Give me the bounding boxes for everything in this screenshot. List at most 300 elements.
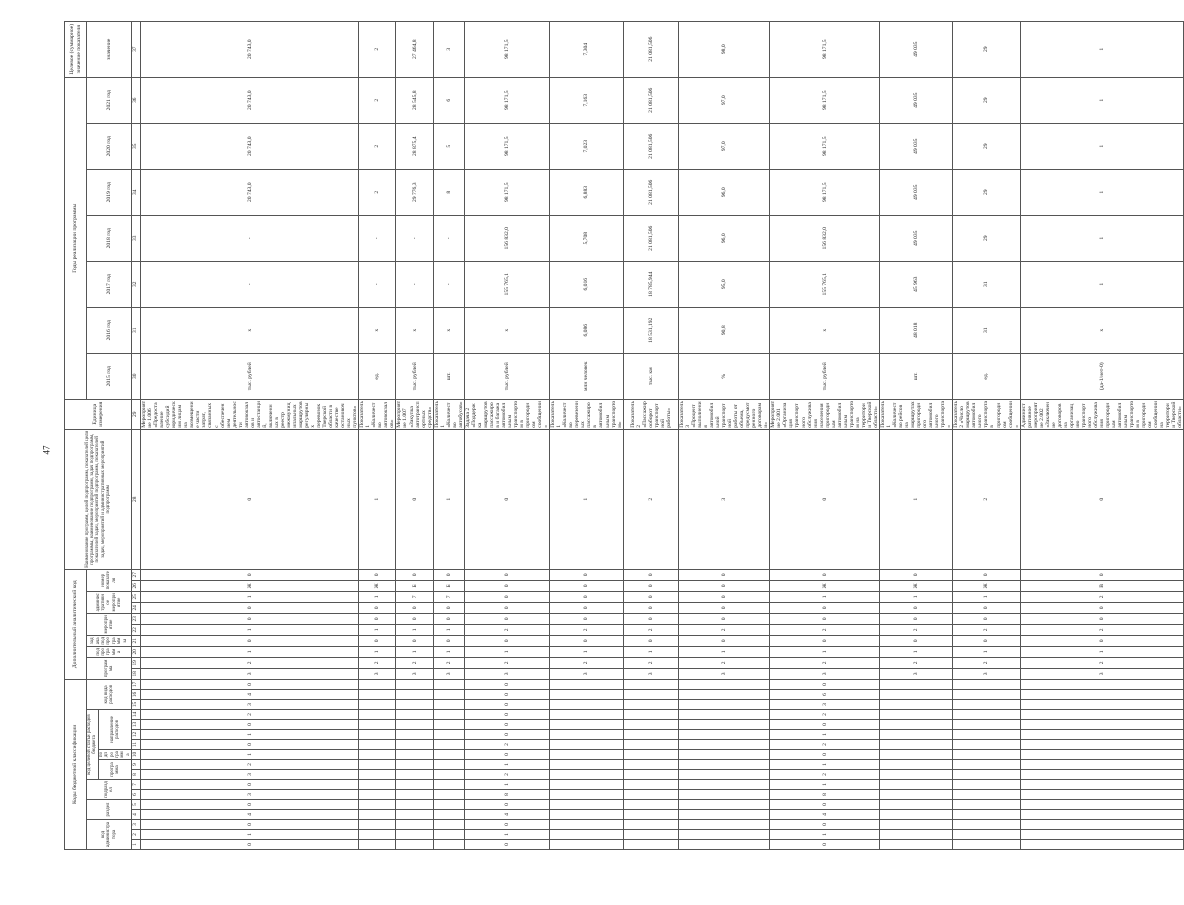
program-code-cell: 2	[770, 657, 880, 668]
column-number: 14	[132, 710, 141, 720]
year-value: 2	[359, 169, 396, 215]
budget-code-cell	[678, 700, 769, 710]
budget-code-cell: 0	[464, 710, 549, 720]
row-name: Показатель 1 «Количество автовокзалов»	[359, 400, 396, 428]
header-year-2016: 2016 год	[87, 307, 132, 353]
program-code-cell: 0	[770, 569, 880, 580]
budget-code-cell	[359, 730, 396, 740]
budget-code-cell	[396, 820, 433, 830]
year-value: 95,0	[678, 261, 769, 307]
program-code-cell: 0	[879, 613, 952, 624]
program-code-cell: 3	[464, 668, 549, 679]
budget-code-cell	[359, 770, 396, 780]
budget-code-cell	[1020, 770, 1184, 780]
program-code-cell: 0	[678, 613, 769, 624]
program-code-cell: 1	[433, 646, 464, 657]
program-code-cell: 2	[1020, 624, 1184, 635]
program-code-cell: 2	[953, 624, 1020, 635]
year-value: 31	[953, 261, 1020, 307]
program-code-cell: 0	[433, 602, 464, 613]
program-code-cell: 0	[678, 569, 769, 580]
program-code-cell: 0	[464, 569, 549, 580]
year-value: х	[396, 307, 433, 353]
year-value: -	[141, 215, 359, 261]
year-value: 29 776,3	[396, 169, 433, 215]
program-code-cell: 2	[1020, 591, 1184, 602]
budget-code-cell	[433, 730, 464, 740]
budget-code-cell: 0	[464, 720, 549, 730]
column-number: 34	[132, 169, 141, 215]
budget-code-cell: 4	[141, 810, 359, 820]
budget-code-cell: 2	[464, 740, 549, 750]
row-name: Мероприятие 1.006 «Предоставление субсидий юридическим лицам на возмещение части затрат, связанных с обеспечением деятельности автовокзалов и автостанций, включенных в реестр межмуниципальных маршрутов регулярных перевозок Тверской области в качестве остановочных пунктов»	[141, 400, 359, 428]
budget-code-cell	[953, 790, 1020, 800]
budget-code-cell	[953, 690, 1020, 700]
budget-code-cell	[433, 790, 464, 800]
year-value: 18 785,944	[623, 261, 678, 307]
column-number: 25	[132, 591, 141, 602]
budget-code-cell	[879, 810, 952, 820]
budget-code-cell: 2	[141, 710, 359, 720]
budget-code-cell	[1020, 720, 1184, 730]
budget-code-cell	[623, 710, 678, 720]
program-code-cell: 1	[1020, 646, 1184, 657]
budget-code-cell	[678, 760, 769, 770]
row-unit: (да-1/нет-0)	[1020, 353, 1184, 399]
table-row	[953, 21, 1020, 849]
header-vr: код вида расходов	[87, 679, 132, 709]
row-name: Мероприятие 1.007 «Закупка автотранспортных средств»	[396, 400, 433, 428]
year-value: 20 743,0	[141, 21, 359, 77]
program-code-cell: 0	[678, 580, 769, 591]
year-value: 155 765,1	[770, 261, 880, 307]
year-value: 1	[1020, 215, 1184, 261]
budget-code-cell	[359, 830, 396, 840]
budget-code-cell	[1020, 800, 1184, 810]
program-code-cell: Ж	[141, 580, 359, 591]
row-unit: %	[678, 353, 769, 399]
year-value: 98 171,5	[770, 77, 880, 123]
year-value: 6,086	[550, 307, 623, 353]
year-value: 96,0	[678, 215, 769, 261]
column-number: 13	[132, 720, 141, 730]
budget-code-cell	[623, 700, 678, 710]
budget-code-cell	[396, 740, 433, 750]
column-number: 5	[132, 800, 141, 810]
budget-code-cell: 0	[464, 700, 549, 710]
program-code-cell: 0	[678, 635, 769, 646]
program-code-cell: 0	[550, 635, 623, 646]
budget-code-cell	[550, 760, 623, 770]
budget-code-cell: 3	[141, 770, 359, 780]
budget-code-cell	[623, 690, 678, 700]
column-number: 17	[132, 679, 141, 689]
header-target: Целевое (суммарное) значение показателя	[65, 21, 87, 77]
program-code-cell: 0	[770, 635, 880, 646]
budget-code-cell: 0	[141, 800, 359, 810]
budget-code-cell	[1020, 750, 1184, 760]
program-code-cell: 0	[464, 635, 549, 646]
year-value: 6,883	[550, 169, 623, 215]
year-value: х	[433, 307, 464, 353]
header-csr-direction: направление расходов	[98, 710, 131, 750]
year-value: 20 743,0	[141, 77, 359, 123]
budget-code-cell: 6	[770, 690, 880, 700]
program-code-cell: 0	[550, 602, 623, 613]
rotated-table-wrapper	[64, 23, 1184, 850]
budget-code-cell	[359, 690, 396, 700]
budget-code-cell	[623, 730, 678, 740]
year-value: 2	[359, 77, 396, 123]
program-code-cell: 1	[550, 646, 623, 657]
budget-code-cell	[1020, 840, 1184, 850]
program-code-cell: 0	[623, 602, 678, 613]
program-code-cell: 0	[433, 569, 464, 580]
budget-code-cell	[953, 760, 1020, 770]
budget-code-cell	[953, 740, 1020, 750]
budget-code-cell	[678, 770, 769, 780]
program-code-cell: Ж	[953, 580, 1020, 591]
program-code-cell: 1	[433, 429, 464, 569]
budget-code-cell	[396, 790, 433, 800]
budget-code-cell: 0	[464, 679, 549, 689]
budget-code-cell	[550, 790, 623, 800]
program-code-cell: 2	[550, 624, 623, 635]
budget-code-cell	[678, 810, 769, 820]
budget-code-cell	[678, 820, 769, 830]
budget-code-cell	[879, 830, 952, 840]
budget-code-cell: 3	[141, 790, 359, 800]
budget-code-cell: 1	[770, 780, 880, 790]
program-code-cell: 0	[550, 580, 623, 591]
header-year-2017: 2017 год	[87, 261, 132, 307]
budget-code-cell	[879, 840, 952, 850]
budget-code-cell	[879, 770, 952, 780]
program-code-cell: 3	[141, 668, 359, 679]
column-number: 3	[132, 820, 141, 830]
budget-code-cell	[623, 790, 678, 800]
column-numbers-row	[132, 21, 141, 849]
table-row	[678, 21, 769, 849]
year-value: 156 832,0	[464, 215, 549, 261]
budget-code-cell	[879, 690, 952, 700]
header-unit: Единица измерения	[65, 399, 132, 429]
table-row	[359, 21, 396, 849]
program-code-cell: 1	[623, 646, 678, 657]
year-value: -	[359, 261, 396, 307]
budget-code-cell: 1	[141, 750, 359, 760]
program-code-cell: 1	[879, 429, 952, 569]
budget-code-cell	[623, 740, 678, 750]
year-value: -	[359, 215, 396, 261]
year-value: 155 765,1	[464, 261, 549, 307]
budget-code-cell	[1020, 700, 1184, 710]
column-number: 24	[132, 602, 141, 613]
program-code-cell: 0	[464, 613, 549, 624]
program-code-cell: 1	[396, 624, 433, 635]
program-code-cell: 0	[141, 602, 359, 613]
year-value: 3	[433, 21, 464, 77]
budget-code-cell	[359, 760, 396, 770]
budget-code-cell	[550, 679, 623, 689]
budget-code-cell	[953, 840, 1020, 850]
budget-code-cell: 4	[770, 810, 880, 820]
table-row	[879, 21, 952, 849]
column-number: 15	[132, 700, 141, 710]
header-p-task: задача подпрограммы	[87, 635, 132, 646]
program-code-cell: 0	[141, 613, 359, 624]
row-unit: шт.	[879, 353, 952, 399]
row-name: Показатель 1 «Количество рейсов на маршрутах пригородного автомобильного транспорта»	[879, 400, 953, 428]
program-code-cell: 0	[879, 635, 952, 646]
budget-code-cell	[396, 690, 433, 700]
budget-code-cell: 0	[770, 840, 880, 850]
program-code-cell: 0	[623, 635, 678, 646]
program-code-cell: 0	[359, 569, 396, 580]
year-value: 5,708	[550, 215, 623, 261]
year-value: 29	[953, 123, 1020, 169]
budget-code-cell	[550, 700, 623, 710]
budget-code-cell: 1	[770, 730, 880, 740]
column-number: 29	[132, 399, 141, 429]
year-value: 1	[1020, 169, 1184, 215]
row-unit: тыс. рублей	[141, 353, 359, 399]
program-code-cell: 0	[623, 580, 678, 591]
year-value: 98 171,5	[464, 123, 549, 169]
budget-code-cell	[678, 710, 769, 720]
budget-code-cell	[953, 679, 1020, 689]
table-row	[433, 21, 464, 849]
program-code-cell: 1	[953, 591, 1020, 602]
program-code-cell: 0	[770, 429, 880, 569]
budget-code-cell: 0	[770, 820, 880, 830]
budget-code-cell	[359, 810, 396, 820]
year-value: 7,163	[550, 77, 623, 123]
column-number: 20	[132, 646, 141, 657]
program-code-cell: 0	[464, 602, 549, 613]
table-row	[396, 21, 433, 849]
budget-code-cell	[879, 800, 952, 810]
budget-code-cell	[550, 690, 623, 700]
year-value: -	[433, 215, 464, 261]
program-code-cell: 1	[678, 646, 769, 657]
budget-code-cell: 0	[141, 820, 359, 830]
year-value: 6	[433, 77, 464, 123]
budget-code-cell	[879, 730, 952, 740]
budget-code-cell	[678, 790, 769, 800]
budget-code-cell	[953, 810, 1020, 820]
budget-code-cell	[433, 679, 464, 689]
budget-code-cell: 2	[770, 770, 880, 780]
program-code-cell: 3	[953, 668, 1020, 679]
budget-code-cell	[678, 690, 769, 700]
program-code-cell: 1	[770, 646, 880, 657]
column-number: 33	[132, 215, 141, 261]
budget-code-cell	[550, 720, 623, 730]
program-code-cell: Ж	[359, 580, 396, 591]
budget-code-cell	[1020, 710, 1184, 720]
table-row	[770, 21, 880, 849]
budget-code-cell	[879, 750, 952, 760]
program-code-cell: 0	[141, 635, 359, 646]
header-csr-program: программа	[98, 760, 131, 780]
year-value: 27 464,8	[396, 21, 433, 77]
program-code-cell: 0	[623, 591, 678, 602]
year-value: х	[141, 307, 359, 353]
program-code-cell: 1	[359, 429, 396, 569]
budget-code-cell	[550, 710, 623, 720]
year-value: 20 743,0	[141, 169, 359, 215]
budget-code-cell	[623, 830, 678, 840]
program-code-cell: 0	[550, 569, 623, 580]
program-code-cell: 2	[464, 657, 549, 668]
program-code-cell: 0	[953, 635, 1020, 646]
budget-code-cell	[623, 820, 678, 830]
budget-code-cell	[433, 710, 464, 720]
program-code-cell: 0	[396, 602, 433, 613]
column-number: 21	[132, 635, 141, 646]
budget-code-cell: 1	[464, 780, 549, 790]
budget-code-cell: 0	[464, 730, 549, 740]
column-number: 32	[132, 261, 141, 307]
budget-code-cell	[678, 780, 769, 790]
budget-code-cell	[953, 720, 1020, 730]
program-code-cell: 0	[879, 602, 952, 613]
budget-code-cell: 0	[141, 780, 359, 790]
budget-code-cell	[433, 750, 464, 760]
budget-code-cell: 0	[464, 800, 549, 810]
row-name: Показатель 2 «Пассажирооборот транспортной работы»	[623, 399, 678, 429]
column-number: 18	[132, 668, 141, 679]
program-code-cell: 0	[770, 613, 880, 624]
budget-code-cell	[396, 679, 433, 689]
header-budget-codes: Коды бюджетной классификации	[65, 679, 87, 849]
column-number: 12	[132, 730, 141, 740]
budget-code-cell: 1	[770, 830, 880, 840]
year-value: 28 875,4	[396, 123, 433, 169]
header-subsection: подраздел	[87, 780, 132, 800]
column-number: 11	[132, 740, 141, 750]
header-p-indicator: номер показателя	[87, 569, 132, 591]
column-number: 26	[132, 580, 141, 591]
budget-code-cell	[879, 740, 952, 750]
header-additional-code: Дополнительный аналитический код	[65, 569, 87, 679]
budget-code-cell: 1	[141, 730, 359, 740]
program-code-cell: 0	[359, 602, 396, 613]
row-name: Мероприятие 2.001 «Организация транспортного обслуживания населения пригородным автомобильным транспортом на территории Тверской области»	[770, 400, 879, 428]
row-name: Показатель 3 «Процент выполнения автомобильной транспортной работы от объема, предусмотренного договорами»	[678, 400, 770, 428]
column-number: 1	[132, 840, 141, 850]
row-unit: тыс. рублей	[464, 353, 549, 399]
program-code-cell: Ж	[770, 580, 880, 591]
column-number: 19	[132, 657, 141, 668]
header-year-2019: 2019 год	[87, 169, 132, 215]
column-number: 22	[132, 624, 141, 635]
budget-code-cell	[433, 830, 464, 840]
budget-code-cell	[623, 750, 678, 760]
year-value: 96,0	[678, 169, 769, 215]
budget-code-cell	[678, 679, 769, 689]
row-unit: тыс. км	[623, 353, 678, 399]
year-value: 6,016	[550, 261, 623, 307]
program-code-cell: 1	[770, 591, 880, 602]
column-number: 2	[132, 830, 141, 840]
budget-code-cell	[550, 830, 623, 840]
budget-code-cell	[953, 730, 1020, 740]
budget-code-cell	[396, 770, 433, 780]
budget-code-cell	[623, 840, 678, 850]
budget-code-cell	[953, 770, 1020, 780]
budget-code-cell	[678, 720, 769, 730]
program-code-cell: 0	[359, 613, 396, 624]
program-code-cell: 3	[396, 668, 433, 679]
year-value: 45 963	[879, 261, 952, 307]
year-value: 1	[1020, 21, 1184, 77]
year-value: х	[359, 307, 396, 353]
year-value: 97,0	[678, 77, 769, 123]
row-name: Показатель 1 «Количество автобусов»	[433, 400, 464, 428]
header-year-2021: 2021 год	[87, 77, 132, 123]
program-code-cell: 0	[1020, 429, 1184, 569]
program-code-cell: Б	[433, 580, 464, 591]
budget-code-cell	[396, 780, 433, 790]
program-code-cell: 7	[433, 591, 464, 602]
budget-code-cell	[879, 780, 952, 790]
budget-code-cell	[433, 740, 464, 750]
program-code-cell: 2	[141, 657, 359, 668]
header-year-2015: 2015 год	[87, 353, 132, 399]
budget-code-cell	[550, 780, 623, 790]
row-unit: ед.	[359, 353, 396, 399]
header-p-event: административное мероприятие	[87, 591, 132, 613]
budget-code-cell	[433, 840, 464, 850]
program-code-cell: 3	[879, 668, 952, 679]
column-number: 28	[132, 429, 141, 569]
year-value: 29	[953, 21, 1020, 77]
budget-code-cell	[550, 730, 623, 740]
row-name: Задача 2 «Поддержка маршрутов пассажиров и багажа автомобильным транспортом в пригородном сообщении»	[464, 400, 550, 428]
table-row	[550, 21, 623, 849]
year-value: 49 035	[879, 21, 952, 77]
column-number: 9	[132, 760, 141, 770]
program-code-cell: 0	[953, 569, 1020, 580]
program-code-cell: 0	[396, 635, 433, 646]
program-code-cell: 0	[1020, 569, 1184, 580]
year-value: 49 035	[879, 123, 952, 169]
budget-code-cell	[359, 740, 396, 750]
budget-code-cell	[953, 750, 1020, 760]
budget-code-cell	[879, 710, 952, 720]
table-row	[141, 21, 359, 849]
budget-code-cell	[396, 760, 433, 770]
year-value: х	[464, 307, 549, 353]
budget-code-cell	[396, 700, 433, 710]
budget-code-cell	[1020, 690, 1184, 700]
header-p-subprogram: подпрограмма	[87, 646, 132, 657]
program-code-cell: 3	[1020, 668, 1184, 679]
budget-code-cell: 0	[464, 840, 549, 850]
budget-code-cell	[953, 830, 1020, 840]
program-code-cell: 2	[359, 657, 396, 668]
year-value: х	[770, 307, 880, 353]
year-value: 97,0	[678, 123, 769, 169]
program-code-cell: 0	[953, 602, 1020, 613]
budget-code-cell: 0	[464, 820, 549, 830]
row-name: Показатель 2 «Число маршрутов автомобильного транспорта в пригородном сообщении»	[953, 400, 1020, 428]
year-value: 29	[953, 77, 1020, 123]
header-year-2018: 2018 год	[87, 215, 132, 261]
program-code-cell: 1	[141, 591, 359, 602]
